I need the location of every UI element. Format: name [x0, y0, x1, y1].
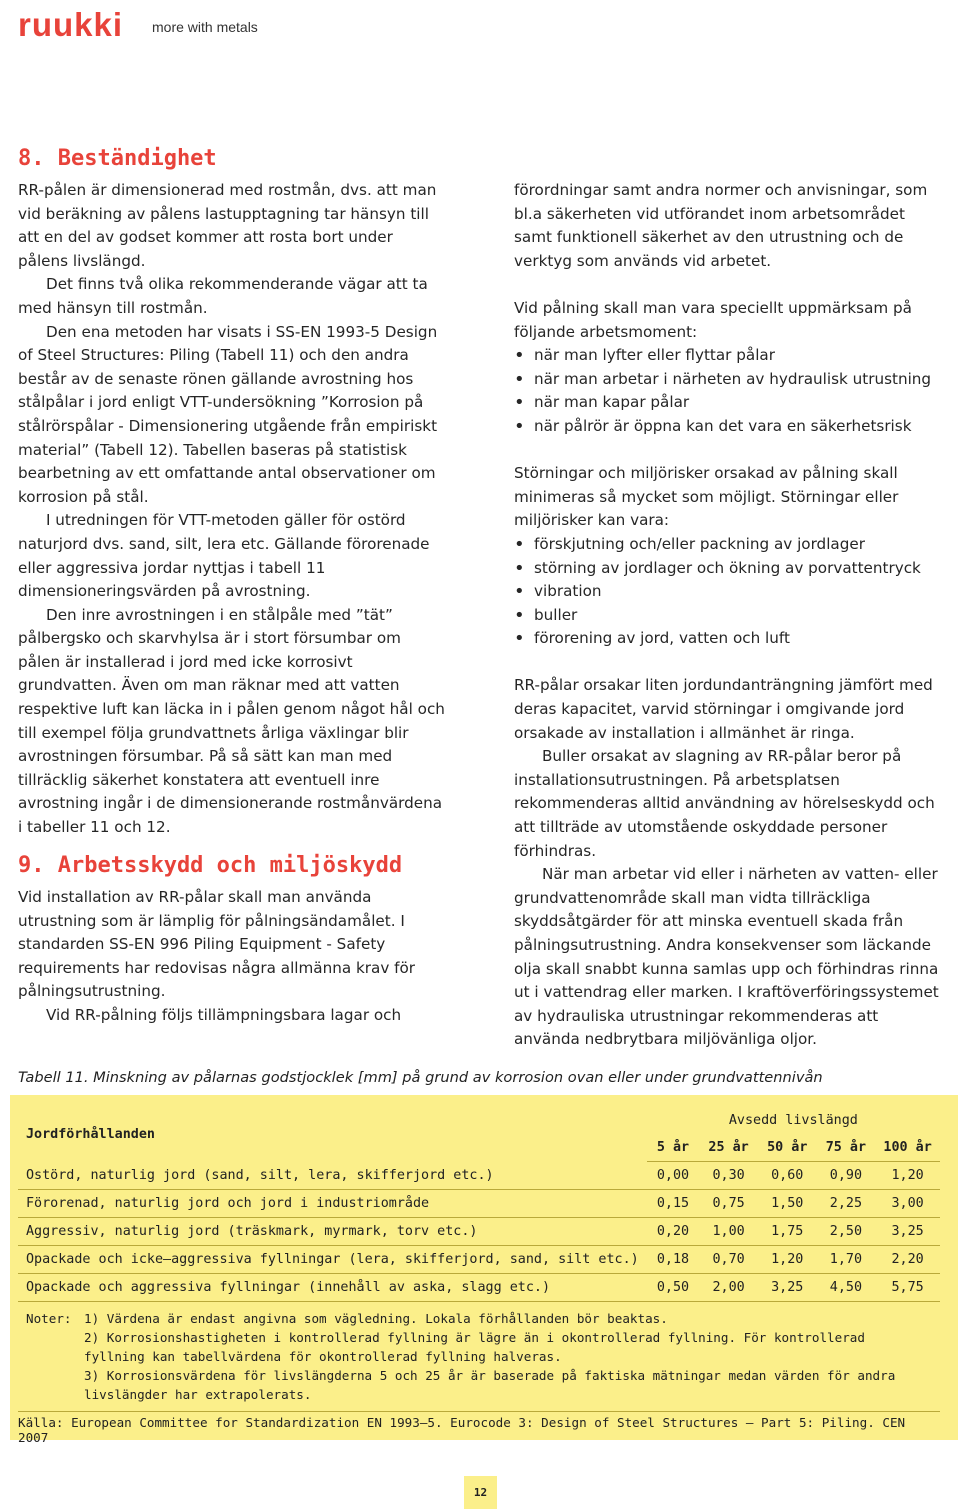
cell-value: 0,70 [699, 1246, 758, 1274]
left-column-text [18, 179, 446, 840]
column-header-year: 5 år [647, 1134, 700, 1162]
cell-value: 0,30 [699, 1162, 758, 1190]
cell-value: 1,20 [758, 1246, 817, 1274]
table-source: Källa: European Committee for Standardization EN 1993–5. Eurocode 3: Design of Steel Structures — Part 5: Piling. CEN 2007 [18, 1411, 940, 1445]
section-9-text [18, 886, 446, 1028]
cell-value: 0,15 [647, 1190, 700, 1218]
right-column-text [514, 179, 946, 1052]
paragraph: Vid pålning skall man vara speciellt uppmärksam på följande arbetsmoment: [514, 298, 912, 341]
row-label: Förorenad, naturlig jord och jord i industriområde [18, 1190, 647, 1218]
cell-value: 5,75 [875, 1274, 940, 1302]
list-item: • förorening av jord, vatten och luft [514, 627, 946, 651]
cell-value: 1,20 [875, 1162, 940, 1190]
paragraph: Det finns två olika rekommenderande vägar att ta med hänsyn till rostmån. [18, 275, 428, 317]
list-item: • vibration [514, 580, 946, 604]
table-row [18, 1162, 940, 1190]
row-label: Aggressiv, naturlig jord (träskmark, myrmark, torv etc.) [18, 1218, 647, 1246]
cell-value: 3,25 [758, 1274, 817, 1302]
cell-value: 2,00 [699, 1274, 758, 1302]
cell-value: 4,50 [817, 1274, 876, 1302]
cell-value: 0,75 [699, 1190, 758, 1218]
table-row [18, 1190, 940, 1218]
work-tasks-list [514, 344, 946, 438]
list-item: • när man lyfter eller flyttar pålar [514, 344, 946, 368]
tagline: more with metals [152, 19, 258, 35]
cell-value: 0,90 [817, 1162, 876, 1190]
list-item: • buller [514, 604, 946, 628]
list-item: • när pålrör är öppna kan det vara en säkerhetsrisk [514, 415, 946, 439]
note-item: 3) Korrosionsvärdena för livslängderna 5 och 25 år är baserade på faktiska mätningar medan värden för andra livslängder har extrapolerats. [84, 1368, 896, 1402]
cell-value: 2,50 [817, 1218, 876, 1246]
cell-value: 3,25 [875, 1218, 940, 1246]
corrosion-table [18, 1107, 940, 1302]
paragraph: RR-pålen är dimensionerad med rostmån, dvs. att man vid beräkning av pålens lastupptagning tar hänsyn till att en del av godset kommer att rosta bort under pålens livslängd. [18, 181, 437, 270]
row-label: Opackade och aggressiva fyllningar (innehåll av aska, slagg etc.) [18, 1274, 647, 1302]
cell-value: 1,70 [817, 1246, 876, 1274]
cell-value: 0,50 [647, 1274, 700, 1302]
paragraph: Buller orsakat av slagning av RR-pålar beror på installationsutrustningen. På arbetsplatsen rekommenderas alltid användning av hörelseskydd och att tillträde av utomstående oskyddade personer förhindras. [514, 747, 935, 860]
notes-label: Noter: [26, 1311, 72, 1326]
cell-value: 2,25 [817, 1190, 876, 1218]
table-row [18, 1274, 940, 1302]
paragraph: I utredningen för VTT-metoden gäller för ostörd naturjord dvs. sand, silt, lera etc. Gällande förorenade eller aggressiva jordar nyttjas i tabell 11 dimensioneringsvärden på avrostning. [18, 511, 430, 601]
list-item: • när man arbetar i närheten av hydraulisk utrustning [514, 368, 946, 392]
cell-value: 0,20 [647, 1218, 700, 1246]
section-8-heading: 8. Beständighet [18, 146, 217, 171]
column-header-soil: Jordförhållanden [26, 1126, 155, 1142]
cell-value: 2,20 [875, 1246, 940, 1274]
column-header-lifespan: Avsedd livslängd [728, 1113, 858, 1128]
cell-value: 0,60 [758, 1162, 817, 1190]
list-item: • störning av jordlager och ökning av porvattentryck [514, 557, 946, 581]
note-item: 2) Korrosionshastigheten i kontrollerad fyllning är lägre än i okontrollerad fyllning. För kontrollerad fyllning kan tabellvärdena för okontrollerad fyllning halveras. [84, 1330, 865, 1364]
page-number: 12 [464, 1476, 497, 1509]
paragraph: Den ena metoden har visats i SS-EN 1993-5 Design of Steel Structures: Piling (Tabell 11) och den andra består av de senaste rönen gällande avrostning hos stålpålar i jord enligt VTT-undersökning ”Korrosion på stålrörspålar - Dimensionering utgående från empiriskt material” (Tabell 12). Tabellen baseras på statistisk bearbetning av ett omfattande antal observationer om korrosion på stål. [18, 322, 438, 506]
paragraph: förordningar samt andra normer och anvisningar, som bl.a säkerheten vid utförandet inom arbetsområdet samt funktionell säkerhet av den utrustning och de verktyg som används vid arbetet. [514, 181, 928, 270]
column-header-year: 75 år [817, 1134, 876, 1162]
list-item: • förskjutning och/eller packning av jordlager [514, 533, 946, 557]
cell-value: 0,00 [647, 1162, 700, 1190]
paragraph: RR-pålar orsakar liten jordundanträngning jämfört med deras kapacitet, varvid störningar i omgivande jord orsakade av installation i allmänhet är ringa. [514, 676, 933, 742]
cell-value: 0,18 [647, 1246, 700, 1274]
row-label: Opackade och icke–aggressiva fyllningar (lera, skifferjord, sand, silt etc.) [18, 1246, 647, 1274]
environmental-risks-list [514, 533, 946, 651]
cell-value: 1,75 [758, 1218, 817, 1246]
cell-value: 1,00 [699, 1218, 758, 1246]
paragraph: Vid installation av RR-pålar skall man använda utrustning som är lämplig för pålningsändamålet. I standarden SS-EN 996 Piling Equipment - Safety requirements har redovisas några allmänna krav för pålningsutrustning. [18, 888, 416, 1001]
cell-value: 3,00 [875, 1190, 940, 1218]
table-caption: Tabell 11. Minskning av pålarnas godstjocklek [mm] på grund av korrosion ovan eller under grundvattennivån [18, 1069, 823, 1086]
column-header-year: 50 år [758, 1134, 817, 1162]
paragraph: Störningar och miljörisker orsakad av pålning skall minimeras så mycket som möjligt. Störningar eller miljörisker kan vara: [514, 464, 899, 530]
table-row [18, 1246, 940, 1274]
ruukki-logo: ruukki [18, 6, 124, 43]
paragraph: Vid RR-pålning följs tillämpningsbara lagar och [46, 1005, 402, 1024]
cell-value: 1,50 [758, 1190, 817, 1218]
list-item: • när man kapar pålar [514, 391, 946, 415]
paragraph: Den inre avrostningen i en stålpåle med ”tät” pålbergsko och skarvhylsa är i stort försumbar om pålen är installerad i jord med icke korrosivt grundvatten. Även om man räknar med att vatten respektive luft kan läcka in i pålen genom något hål och till exempel följa grundvattnets årliga växlingar blir avrostningen försumbar. På så sätt kan man med tillräcklig säkerhet konstatera att eventuell inre avrostning ingår i de dimensionerande rostmånvärdena i tabeller 11 och 12. [18, 605, 445, 837]
column-header-year: 25 år [699, 1134, 758, 1162]
paragraph: När man arbetar vid eller i närheten av vatten- eller grundvattenområde skall man vidta tillräckliga skyddsåtgärder för att minska eventuell skada från pålningsutrustning. Andra konsekvenser som läckande olja skall snabbt kunna samlas upp och förhindras rinna ut i vattendrag eller marken. I kraftöverföringssystemet av hydrauliska utrustningar rekommenderas att använda nedbrytbara miljövänliga oljor. [514, 865, 939, 1049]
note-item: 1) Värdena är endast angivna som vägledning. Lokala förhållanden bör beaktas. [84, 1311, 668, 1326]
section-9-heading: 9. Arbetsskydd och miljöskydd [18, 853, 403, 878]
table-row [18, 1218, 940, 1246]
column-header-year: 100 år [875, 1134, 940, 1162]
row-label: Ostörd, naturlig jord (sand, silt, lera, skifferjord etc.) [18, 1162, 647, 1190]
